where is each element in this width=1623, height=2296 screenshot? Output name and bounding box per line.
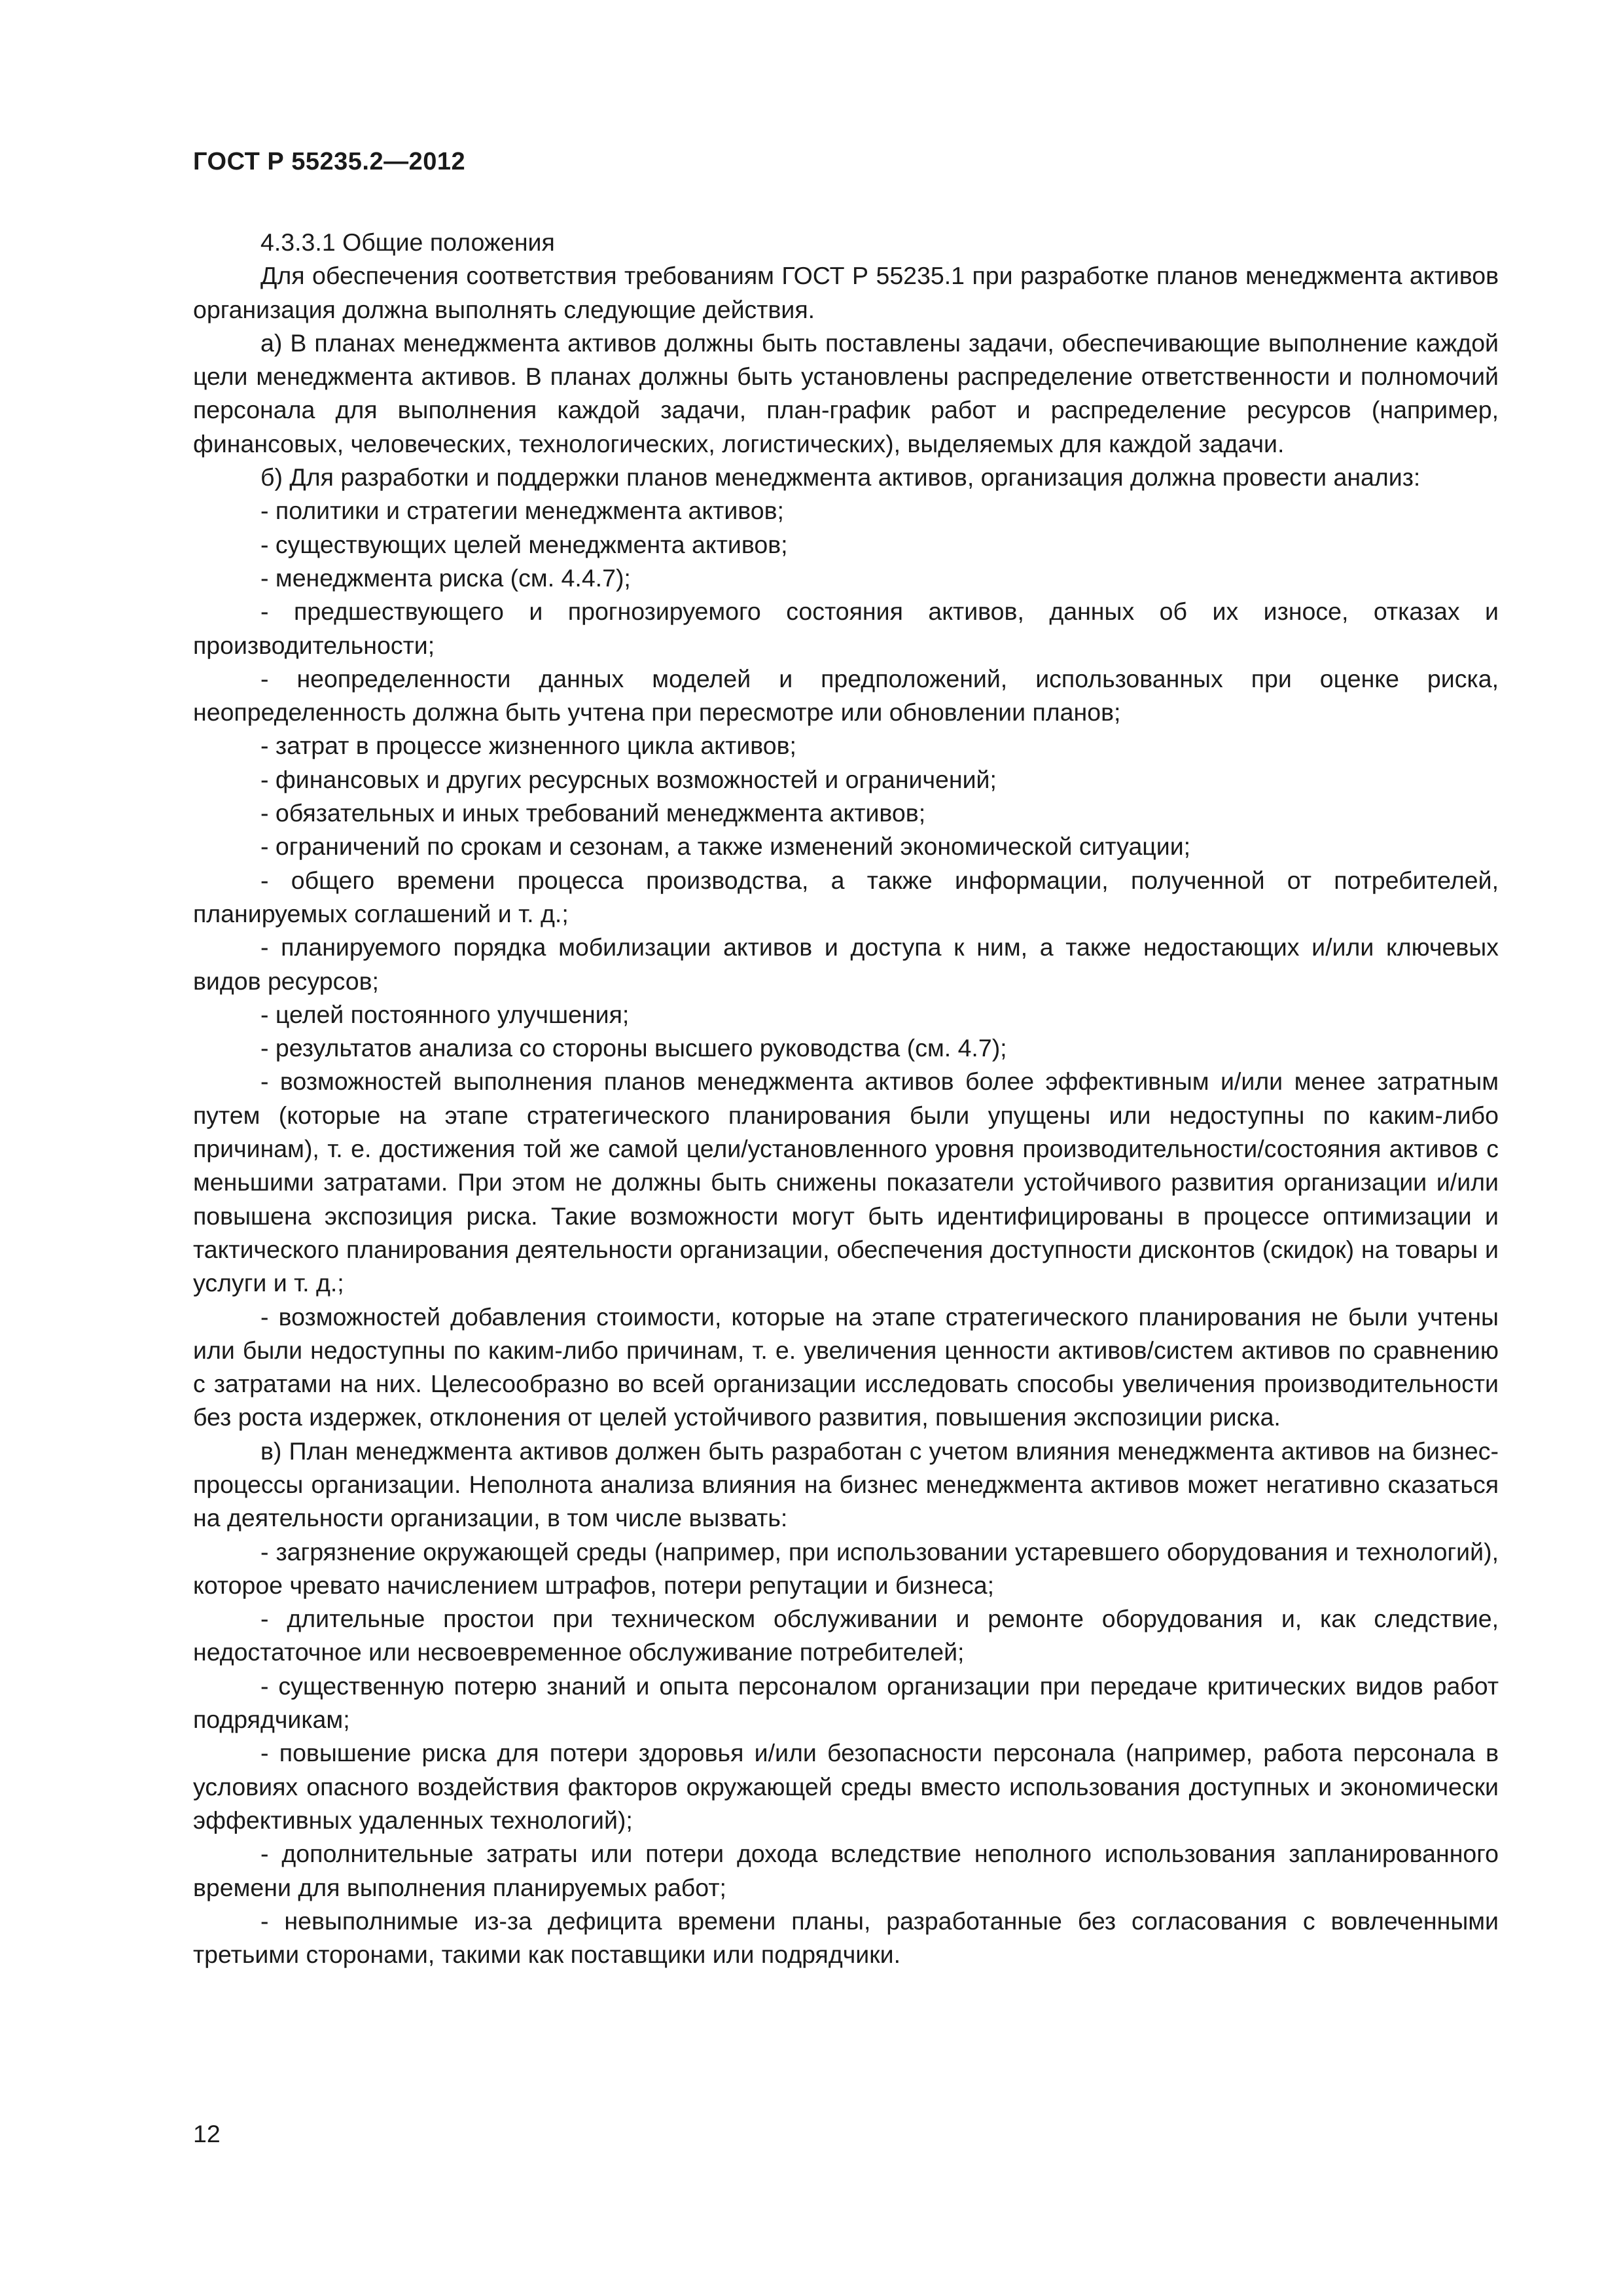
list-item: - политики и стратегии менеджмента активов; [260,497,784,525]
list-item: - целей постоянного улучшения; [260,1000,630,1028]
list-item: - возможностей добавления стоимости, которые на этапе стратегического планирования не были учтены или были недоступны по каким-либо причинам, т. е. увеличения ценности активов/систем активов по сравнению с затратами на них. Целесообразно во всей организации исследовать способы увеличения производительности без роста издержек, отклонения от целей устойчивого развития, повышения экспозиции риска. [193,1302,1499,1431]
section-body [193,226,1499,1971]
list-item: - результатов анализа со стороны высшего руководства (см. 4.7); [260,1034,1007,1062]
list-item: - загрязнение окружающей среды (например, при использовании устаревшего оборудования и технологий), которое чревато начислением штрафов, потери репутации и бизнеса; [193,1537,1499,1599]
section-heading: 4.3.3.1 Общие положения [260,228,555,256]
list-item: - возможностей выполнения планов менеджмента активов более эффективным и/или менее затратным путем (которые на этапе стратегического планирования были упущены или недоступны по каким-либо причинам), т. е. достижения той же самой цели/установленного уровня производительности/состояния активов с меньшими затратами. При этом не должны быть снижены показатели устойчивого развития организации и/или повышена экспозиция риска. Такие возможности могут быть идентифицированы в процессе оптимизации и тактического планирования деятельности организации, обеспечения доступности дисконтов (скидок) на товары и услуги и т. д.; [193,1067,1499,1297]
list-item: - неопределенности данных моделей и предположений, использованных при оценке риска, неопределенность должна быть учтена при пересмотре или обновлении планов; [193,664,1499,726]
intro-paragraph: Для обеспечения соответствия требованиям ГОСТ Р 55235.1 при разработке планов менеджмента активов организация должна выполнять следующие действия. [193,262,1499,323]
list-item: - дополнительные затраты или потери дохода вследствие неполного использования запланированного времени для выполнения планируемых работ; [193,1840,1499,1901]
list-item: - финансовых и других ресурсных возможностей и ограничений; [260,765,997,793]
list-item: - обязательных и иных требований менеджмента активов; [260,799,926,827]
list-item: - ограничений по срокам и сезонам, а также изменений экономической ситуации; [260,833,1191,861]
list-item: - общего времени процесса производства, а также информации, полученной от потребителей, планируемых соглашений и т. д.; [193,866,1499,927]
list-item: - предшествующего и прогнозируемого состояния активов, данных об их износе, отказах и производительности; [193,598,1499,659]
list-item: - невыполнимые из-за дефицита времени планы, разработанные без согласования с вовлеченными третьими сторонами, такими как поставщики или подрядчики. [193,1907,1499,1969]
list-item: - планируемого порядка мобилизации активов и доступа к ним, а также недостающих и/или ключевых видов ресурсов; [193,933,1499,995]
list-item: - длительные простои при техническом обслуживании и ремонте оборудования и, как следствие, недостаточное или несвоевременное обслуживание потребителей; [193,1605,1499,1666]
list-item: - менеджмента риска (см. 4.4.7); [260,564,631,592]
item-a-paragraph: а) В планах менеджмента активов должны быть поставлены задачи, обеспечивающие выполнение каждой цели менеджмента активов. В планах должны быть установлены распределение ответственности и полномочий персонала для выполнения каждой задачи, план-график работ и распределение ресурсов (например, финансовых, человеческих, технологических, логистических), выделяемых для каждой задачи. [193,329,1499,457]
item-v-paragraph: в) План менеджмента активов должен быть разработан с учетом влияния менеджмента активов на бизнес-процессы организации. Неполнота анализа влияния на бизнес менеджмента активов может негативно сказаться на деятельности организации, в том числе вызвать: [193,1437,1499,1532]
document-code-header: ГОСТ Р 55235.2—2012 [193,148,466,175]
list-item: - существующих целей менеджмента активов; [260,530,788,558]
list-item: - существенную потерю знаний и опыта персоналом организации при передаче критических видов работ подрядчикам; [193,1672,1499,1734]
page-number: 12 [193,2120,221,2147]
list-item: - затрат в процессе жизненного цикла активов; [260,732,796,760]
list-item: - повышение риска для потери здоровья и/или безопасности персонала (например, работа персонала в условиях опасного воздействия факторов окружающей среды вместо использования доступных и экономически эффективных удаленных технологий); [193,1739,1499,1834]
item-b-paragraph: б) Для разработки и поддержки планов менеджмента активов, организация должна провести анализ: [260,463,1421,492]
